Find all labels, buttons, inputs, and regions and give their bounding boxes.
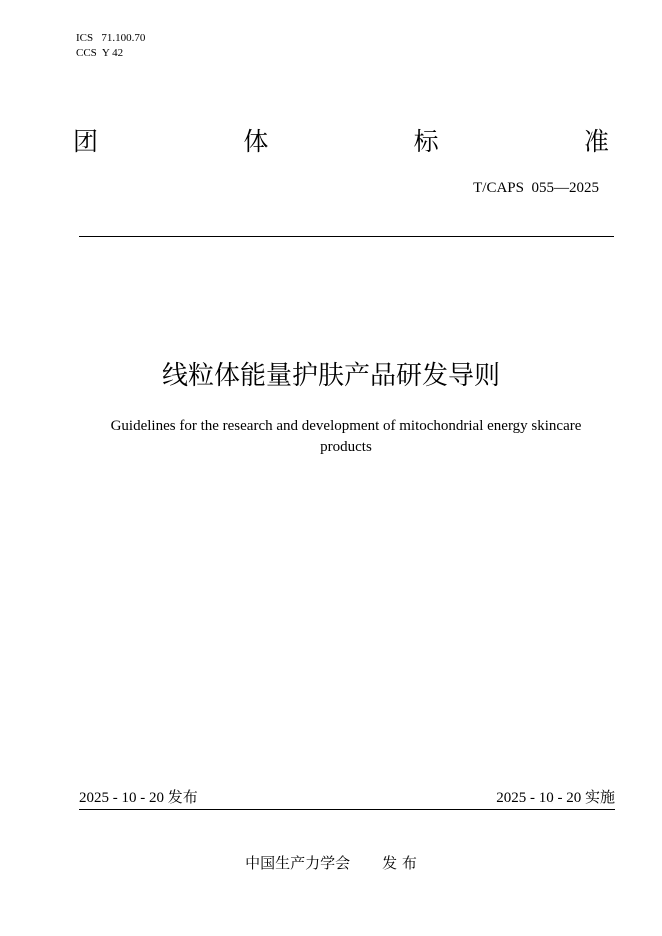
doc-type-char: 准 — [583, 127, 609, 156]
doc-type-char: 团 — [73, 127, 99, 156]
publisher-action: 发 布 — [382, 854, 417, 872]
ccs-code: CCS Y 42 — [76, 47, 124, 59]
date-row — [79, 788, 615, 808]
title-english: Guidelines for the research and development of mitochondrial energy skincare products — [110, 418, 582, 455]
doc-type-char: 标 — [413, 127, 439, 156]
implementation-date: 2025 - 10 - 20 实施 — [496, 790, 615, 806]
classification-codes — [76, 31, 145, 61]
document-type-heading — [73, 126, 609, 158]
publisher-line — [0, 853, 662, 873]
standard-number: T/CAPS 055—2025 — [473, 180, 599, 196]
doc-type-char: 体 — [243, 127, 269, 156]
publisher-name: 中国生产力学会 — [245, 854, 351, 872]
header-divider — [79, 236, 614, 237]
footer-divider — [79, 809, 615, 810]
ics-code: ICS 71.100.70 — [76, 32, 146, 44]
title-chinese: 线粒体能量护肤产品研发导则 — [161, 361, 500, 391]
issue-date: 2025 - 10 - 20 发布 — [79, 790, 198, 806]
